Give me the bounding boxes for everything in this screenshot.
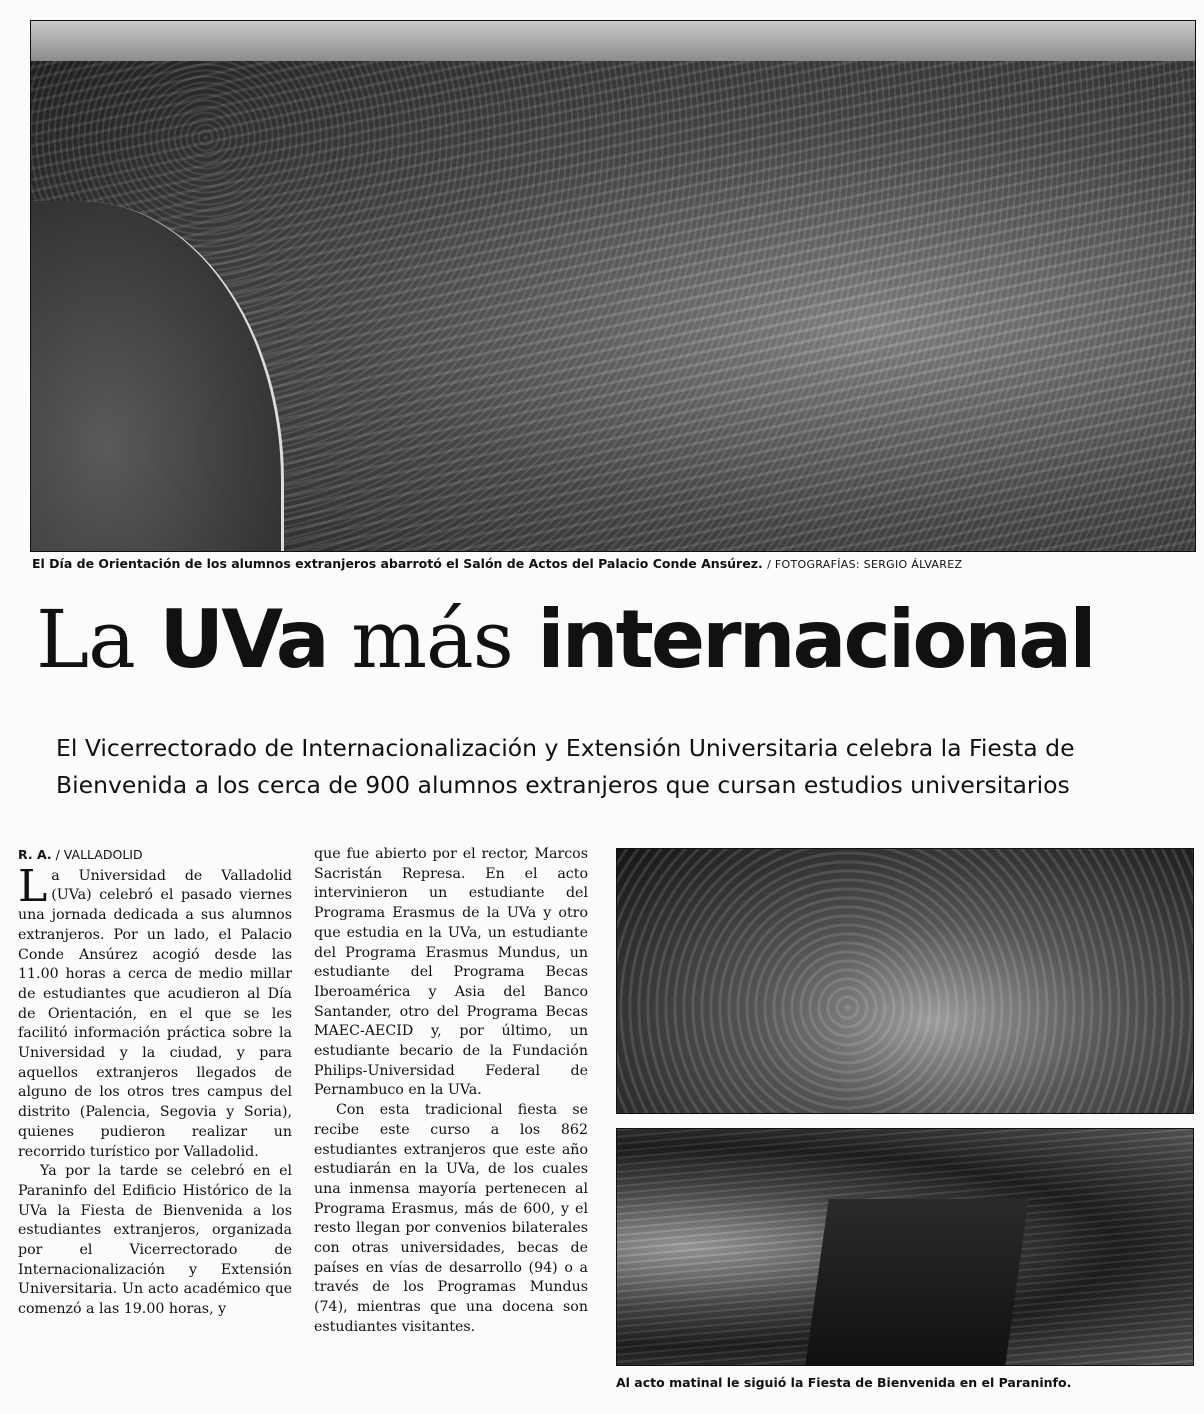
paragraph-4: Con esta tradicional fiesta se recibe este curso a los 862 estudiantes extranjeros que este año estudiarán en la UVa, de los cuales una inmensa mayoría pertenecen al Programa Erasmus, más de 600, y el resto llegan por convenios bilaterales con otras universidades, becas de países en vías de desarrollo (94) o a través de los Programas Mundus (74), mientras que una docena son estudiantes visitantes. [314, 1102, 588, 1335]
headline-word-4: internacional [537, 593, 1094, 686]
paragraph-3: que fue abierto por el rector, Marcos Sacristán Represa. En el acto intervinieron un estudiante del Programa Erasmus de la UVa y otro que estudia en la UVa, un estudiante del Programa Erasmus Mundus, un estudiante del Programa Becas Iberoamérica y Asia del Banco Santander, otro del Programa Becas MAEC-AECID y, por último, un estudiante becario de la Fundación Philips-Universidad Federal de Pernambuco en la UVa. [314, 846, 588, 1099]
headline-word-2: UVa [159, 593, 327, 686]
photo-credit: / FOTOGRAFÍAS: SERGIO ÁLVAREZ [767, 558, 963, 571]
headline-word-1: La [36, 593, 135, 686]
article-column-2 [314, 845, 588, 1338]
byline-place: / VALLADOLID [55, 847, 143, 862]
drop-cap: L [18, 860, 48, 912]
headline [36, 593, 1094, 686]
paraninfo-photo-caption: Al acto matinal le siguió la Fiesta de Bienvenida en el Paraninfo. [616, 1375, 1072, 1390]
main-photo-auditorium [30, 20, 1196, 552]
article-column-1 [18, 845, 292, 1320]
subheadline: El Vicerrectorado de Internacionalización y Extensión Universitaria celebra la Fiesta de Bienvenida a los cerca de 900 alumnos extranjeros que cursan estudios universitarios [56, 734, 1075, 799]
paragraph-1 [18, 860, 292, 1163]
photo-students-audience [616, 848, 1194, 1114]
main-photo-caption [32, 556, 962, 571]
caption-text: El Día de Orientación de los alumnos extranjeros abarrotó el Salón de Actos del Palacio Conde Ansúrez. [32, 556, 763, 571]
byline-author: R. A. [18, 847, 52, 862]
headline-word-3: más [351, 593, 513, 686]
paragraph-2: Ya por la tarde se celebró en el Paraninfo del Edificio Histórico de la UVa la Fiesta de Bienvenida a los estudiantes extranjeros, organizada por el Vicerrectorado de Internacionalización y Extensión Universitaria. Un acto académico que comenzó a las 19.00 horas, y [18, 1163, 292, 1318]
byline [18, 845, 292, 865]
paragraph-1-text: a Universidad de Valladolid (UVa) celebró el pasado viernes una jornada dedicada a sus alumnos extranjeros. Por un lado, el Palacio Conde Ansúrez acogió desde las 11.00 horas a cerca de medio millar de estudiantes que acudieron al Día de Orientación, en el que se les facilitó información práctica sobre la Universidad y la ciudad, y para aquellos extranjeros llegados de alguno de los otros tres campus del distrito (Palencia, Segovia y Soria), quienes pudieron realizar un recorrido turístico por Valladolid. [18, 867, 292, 1160]
photo-paraninfo-speaker [616, 1128, 1194, 1366]
